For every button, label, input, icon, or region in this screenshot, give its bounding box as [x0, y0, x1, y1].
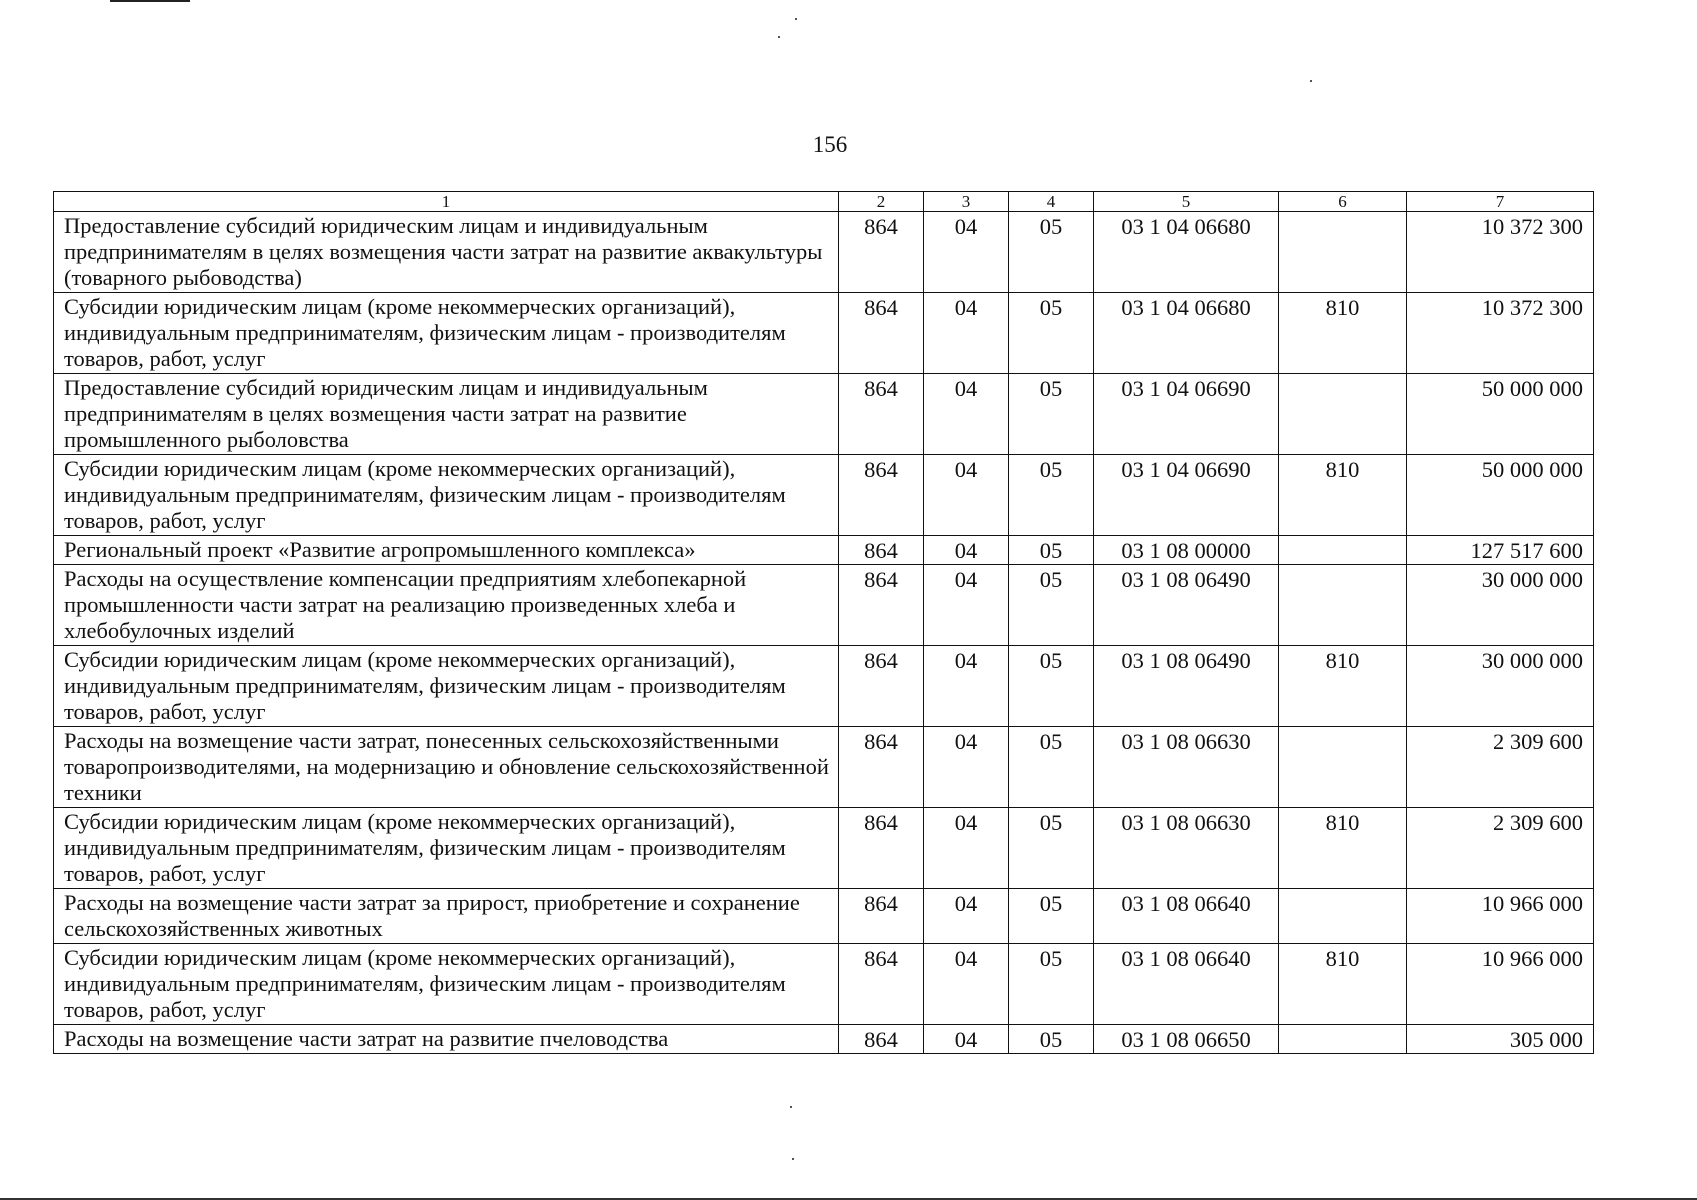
- cell-section: 04: [924, 1025, 1009, 1054]
- cell-ministry: 864: [839, 944, 924, 1025]
- header-col-5: 5: [1094, 192, 1279, 212]
- cell-section: 04: [924, 808, 1009, 889]
- header-col-2: 2: [839, 192, 924, 212]
- table-row: [54, 455, 1594, 536]
- cell-amount: 305 000: [1407, 1025, 1594, 1054]
- table-row: [54, 889, 1594, 944]
- cell-ministry: 864: [839, 565, 924, 646]
- cell-name: Субсидии юридическим лицам (кроме некоммерческих организаций), индивидуальным предпринимателям, физическим лицам - производителям товаров, работ, услуг: [54, 944, 839, 1025]
- header-col-4: 4: [1009, 192, 1094, 212]
- cell-section: 04: [924, 374, 1009, 455]
- cell-subsection: 05: [1009, 646, 1094, 727]
- cell-target-article: 03 1 04 06690: [1094, 374, 1279, 455]
- cell-name: Субсидии юридическим лицам (кроме некоммерческих организаций), индивидуальным предпринимателям, физическим лицам - производителям товаров, работ, услуг: [54, 455, 839, 536]
- table-row: [54, 565, 1594, 646]
- cell-expense-type: [1279, 536, 1407, 565]
- cell-subsection: 05: [1009, 293, 1094, 374]
- cell-expense-type: 810: [1279, 293, 1407, 374]
- cell-amount: 10 372 300: [1407, 212, 1594, 293]
- cell-amount: 2 309 600: [1407, 727, 1594, 808]
- cell-subsection: 05: [1009, 889, 1094, 944]
- cell-subsection: 05: [1009, 944, 1094, 1025]
- cell-ministry: 864: [839, 536, 924, 565]
- scan-speck: [1310, 80, 1312, 82]
- cell-name: Расходы на возмещение части затрат, понесенных сельскохозяйственными товаропроизводителями, на модернизацию и обновление сельскохозяйственной техники: [54, 727, 839, 808]
- table-row: [54, 646, 1594, 727]
- cell-subsection: 05: [1009, 808, 1094, 889]
- cell-subsection: 05: [1009, 565, 1094, 646]
- cell-subsection: 05: [1009, 374, 1094, 455]
- cell-ministry: 864: [839, 889, 924, 944]
- table-row: [54, 374, 1594, 455]
- cell-target-article: 03 1 08 06630: [1094, 727, 1279, 808]
- header-col-7: 7: [1407, 192, 1594, 212]
- cell-name: Субсидии юридическим лицам (кроме некоммерческих организаций), индивидуальным предпринимателям, физическим лицам - производителям товаров, работ, услуг: [54, 808, 839, 889]
- cell-target-article: 03 1 04 06690: [1094, 455, 1279, 536]
- cell-section: 04: [924, 212, 1009, 293]
- cell-name: Расходы на осуществление компенсации предприятиям хлебопекарной промышленности части затрат на реализацию произведенных хлеба и хлебобулочных изделий: [54, 565, 839, 646]
- cell-amount: 10 372 300: [1407, 293, 1594, 374]
- cell-expense-type: [1279, 212, 1407, 293]
- cell-name: Региональный проект «Развитие агропромышленного комплекса»: [54, 536, 839, 565]
- cell-name: Расходы на возмещение части затрат на развитие пчеловодства: [54, 1025, 839, 1054]
- cell-ministry: 864: [839, 808, 924, 889]
- cell-section: 04: [924, 293, 1009, 374]
- cell-subsection: 05: [1009, 1025, 1094, 1054]
- cell-ministry: 864: [839, 455, 924, 536]
- cell-amount: 2 309 600: [1407, 808, 1594, 889]
- table-row: [54, 944, 1594, 1025]
- cell-name: Предоставление субсидий юридическим лицам и индивидуальным предпринимателям в целях возмещения части затрат на развитие аквакультуры (товарного рыбоводства): [54, 212, 839, 293]
- cell-ministry: 864: [839, 1025, 924, 1054]
- scan-speck: [778, 36, 780, 38]
- cell-amount: 10 966 000: [1407, 889, 1594, 944]
- cell-target-article: 03 1 08 00000: [1094, 536, 1279, 565]
- scan-speck: [790, 1106, 792, 1108]
- cell-section: 04: [924, 536, 1009, 565]
- cell-target-article: 03 1 08 06640: [1094, 944, 1279, 1025]
- cell-expense-type: [1279, 727, 1407, 808]
- cell-target-article: 03 1 08 06650: [1094, 1025, 1279, 1054]
- page-number: 156: [812, 132, 848, 157]
- cell-name: Расходы на возмещение части затрат за прирост, приобретение и сохранение сельскохозяйственных животных: [54, 889, 839, 944]
- scan-speck: [792, 1158, 794, 1160]
- cell-expense-type: [1279, 889, 1407, 944]
- cell-expense-type: [1279, 1025, 1407, 1054]
- table-row: [54, 1025, 1594, 1054]
- cell-target-article: 03 1 04 06680: [1094, 293, 1279, 374]
- cell-ministry: 864: [839, 727, 924, 808]
- cell-section: 04: [924, 889, 1009, 944]
- table-row: [54, 293, 1594, 374]
- scan-speck: [795, 18, 797, 20]
- header-col-3: 3: [924, 192, 1009, 212]
- scan-edge-top: [110, 0, 190, 2]
- header-col-1: 1: [54, 192, 839, 212]
- cell-section: 04: [924, 944, 1009, 1025]
- table-row: [54, 727, 1594, 808]
- cell-target-article: 03 1 08 06630: [1094, 808, 1279, 889]
- cell-expense-type: [1279, 374, 1407, 455]
- header-row: [54, 192, 1594, 212]
- cell-expense-type: 810: [1279, 455, 1407, 536]
- cell-ministry: 864: [839, 212, 924, 293]
- cell-expense-type: 810: [1279, 808, 1407, 889]
- cell-section: 04: [924, 727, 1009, 808]
- cell-target-article: 03 1 04 06680: [1094, 212, 1279, 293]
- cell-expense-type: 810: [1279, 944, 1407, 1025]
- cell-ministry: 864: [839, 374, 924, 455]
- cell-subsection: 05: [1009, 536, 1094, 565]
- table-row: [54, 212, 1594, 293]
- cell-ministry: 864: [839, 646, 924, 727]
- cell-amount: 50 000 000: [1407, 455, 1594, 536]
- cell-expense-type: [1279, 565, 1407, 646]
- cell-name: Предоставление субсидий юридическим лицам и индивидуальным предпринимателям в целях возмещения части затрат на развитие промышленного рыболовства: [54, 374, 839, 455]
- cell-section: 04: [924, 455, 1009, 536]
- cell-amount: 50 000 000: [1407, 374, 1594, 455]
- cell-name: Субсидии юридическим лицам (кроме некоммерческих организаций), индивидуальным предпринимателям, физическим лицам - производителям товаров, работ, услуг: [54, 646, 839, 727]
- cell-section: 04: [924, 565, 1009, 646]
- cell-amount: 127 517 600: [1407, 536, 1594, 565]
- cell-name: Субсидии юридическим лицам (кроме некоммерческих организаций), индивидуальным предпринимателям, физическим лицам - производителям товаров, работ, услуг: [54, 293, 839, 374]
- header-col-6: 6: [1279, 192, 1407, 212]
- budget-table: [53, 191, 1594, 1054]
- cell-subsection: 05: [1009, 212, 1094, 293]
- cell-subsection: 05: [1009, 455, 1094, 536]
- cell-subsection: 05: [1009, 727, 1094, 808]
- cell-target-article: 03 1 08 06490: [1094, 646, 1279, 727]
- cell-section: 04: [924, 646, 1009, 727]
- cell-target-article: 03 1 08 06640: [1094, 889, 1279, 944]
- cell-expense-type: 810: [1279, 646, 1407, 727]
- cell-amount: 10 966 000: [1407, 944, 1594, 1025]
- cell-amount: 30 000 000: [1407, 646, 1594, 727]
- table-row: [54, 536, 1594, 565]
- cell-amount: 30 000 000: [1407, 565, 1594, 646]
- cell-ministry: 864: [839, 293, 924, 374]
- table-body: [54, 212, 1594, 1054]
- cell-target-article: 03 1 08 06490: [1094, 565, 1279, 646]
- table-row: [54, 808, 1594, 889]
